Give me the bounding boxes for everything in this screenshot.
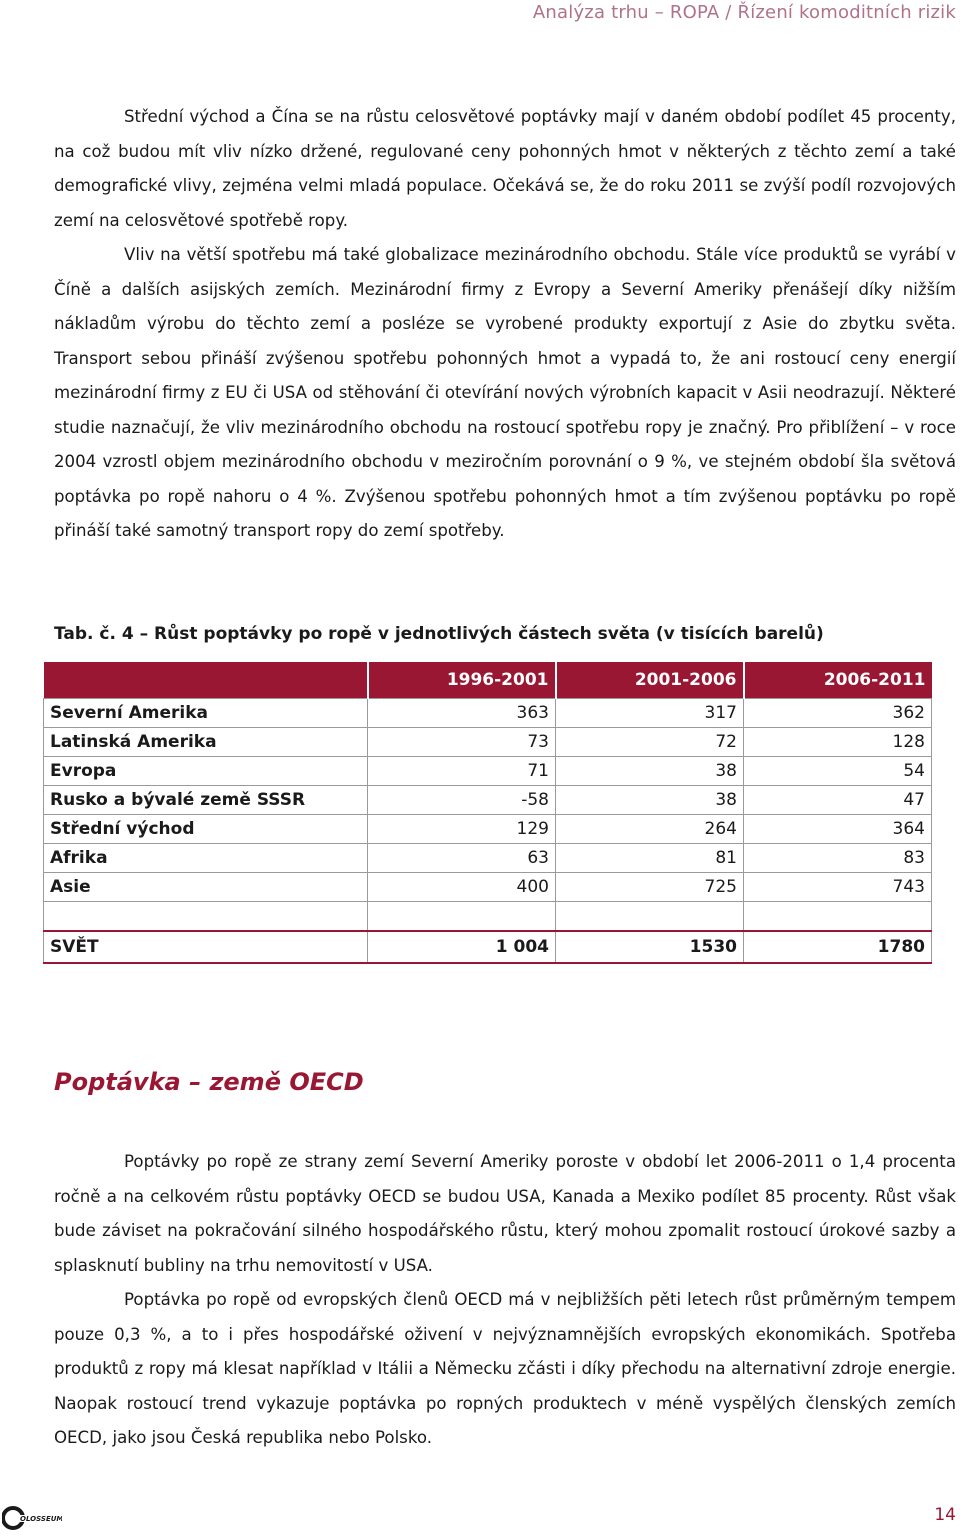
region-cell: Severní Amerika [44, 699, 368, 728]
value-cell: 317 [556, 699, 744, 728]
empty-cell [744, 902, 932, 932]
intro-text [54, 100, 956, 549]
table-row [44, 815, 932, 844]
oecd-paragraph-2: Poptávka po ropě od evropských členů OECD má v nejbližších pěti letech růst průměrným tempem pouze 0,3 %, a to i přes hospodářské oživení v nejvýznamnějších evropských ekonomikách. Spotřeba produktů z ropy má klesat například v Itálii a Německu zčásti i díky přechodu na alternativní zdroje energie. Naopak rostoucí trend vykazuje poptávka po ropných produktech v méně vyspělých členských zemích OECD, jako jsou Česká republika nebo Polsko. [54, 1290, 956, 1447]
empty-cell [368, 902, 556, 932]
value-cell: 73 [368, 728, 556, 757]
oecd-text [54, 1145, 956, 1456]
value-cell: 363 [368, 699, 556, 728]
oecd-paragraph-1: Poptávky po ropě ze strany zemí Severní Ameriky poroste v období let 2006-2011 o 1,4 procenta ročně a na celkovém růstu poptávky OECD se budou USA, Kanada a Mexiko podílet 85 procenty. Růst však bude záviset na pokračování silného hospodářského růstu, který mohou zpomalit rostoucí úrokové sazby a splasknutí bubliny na trhu nemovitostí v USA. [54, 1152, 956, 1275]
value-cell: 129 [368, 815, 556, 844]
column-header: 1996-2001 [368, 662, 556, 699]
total-label: SVĚT [44, 931, 368, 963]
value-cell: 81 [556, 844, 744, 873]
value-cell: 54 [744, 757, 932, 786]
table-row [44, 786, 932, 815]
value-cell: 364 [744, 815, 932, 844]
table-spacer-row [44, 902, 932, 932]
region-cell: Evropa [44, 757, 368, 786]
value-cell: 400 [368, 873, 556, 902]
region-cell: Afrika [44, 844, 368, 873]
value-cell: -58 [368, 786, 556, 815]
page-number: 14 [934, 1505, 956, 1525]
table-total-row [44, 931, 932, 963]
table-row [44, 728, 932, 757]
table-row [44, 757, 932, 786]
table-caption: Tab. č. 4 – Růst poptávky po ropě v jednotlivých částech světa (v tisících barelů) [54, 624, 824, 644]
region-cell: Asie [44, 873, 368, 902]
value-cell: 38 [556, 757, 744, 786]
total-value: 1530 [556, 931, 744, 963]
region-cell: Latinská Amerika [44, 728, 368, 757]
total-value: 1 004 [368, 931, 556, 963]
colosseum-logo [2, 1503, 62, 1533]
intro-paragraph-2: Vliv na větší spotřebu má také globalizace mezinárodního obchodu. Stále více produktů se vyrábí v Číně a dalších asijských zemích. Mezinárodní firmy z Evropy a Severní Ameriky přenášejí díky nižším nákladům výrobu do těchto zemí a posléze se vyrobené produkty exportují z Asie do zbytku světa. Transport sebou přináší zvýšenou spotřebu pohonných hmot a vypadá to, že ani rostoucí ceny energií mezinárodní firmy z EU či USA od stěhování či otevírání nových výrobních kapacit v Asii neodrazují. Některé studie naznačují, že vliv mezinárodního obchodu na rostoucí spotřebu ropy je značný. Pro přiblížení – v roce 2004 vzrostl objem mezinárodního obchodu v meziročním porovnání o 9 %, ve stejném období šla světová poptávka po ropě nahoru o 4 %. Zvýšenou spotřebu pohonných hmot a tím zvýšenou poptávku po ropě přináší také samotný transport ropy do zemí spotřeby. [54, 245, 956, 540]
value-cell: 128 [744, 728, 932, 757]
region-cell: Rusko a bývalé země SSSR [44, 786, 368, 815]
table-row [44, 873, 932, 902]
value-cell: 47 [744, 786, 932, 815]
empty-cell [44, 902, 368, 932]
logo-text: OLOSSEUM [20, 1515, 62, 1523]
table-row [44, 844, 932, 873]
value-cell: 743 [744, 873, 932, 902]
intro-paragraph-1: Střední východ a Čína se na růstu celosvětové poptávky mají v daném období podílet 45 procenty, na což budou mít vliv nízko držené, regulované ceny pohonných hmot v některých z těchto zemí a také demografické vlivy, zejména velmi mladá populace. Očekává se, že do roku 2011 se zvýší podíl rozvojových zemí na celosvětové spotřebě ropy. [54, 107, 956, 230]
oil-demand-table [43, 662, 932, 964]
section-heading: Poptávka – země OECD [54, 1068, 364, 1096]
running-header: Analýza trhu – ROPA / Řízení komoditních rizik [532, 2, 956, 23]
empty-cell [556, 902, 744, 932]
value-cell: 38 [556, 786, 744, 815]
value-cell: 63 [368, 844, 556, 873]
table-row [44, 699, 932, 728]
column-header: 2006-2011 [744, 662, 932, 699]
value-cell: 725 [556, 873, 744, 902]
value-cell: 71 [368, 757, 556, 786]
region-cell: Střední východ [44, 815, 368, 844]
table-header-row [44, 662, 932, 699]
value-cell: 72 [556, 728, 744, 757]
column-header: 2001-2006 [556, 662, 744, 699]
table-header-blank [44, 662, 368, 699]
value-cell: 83 [744, 844, 932, 873]
total-value: 1780 [744, 931, 932, 963]
colosseum-logo-icon [2, 1503, 62, 1533]
value-cell: 264 [556, 815, 744, 844]
value-cell: 362 [744, 699, 932, 728]
